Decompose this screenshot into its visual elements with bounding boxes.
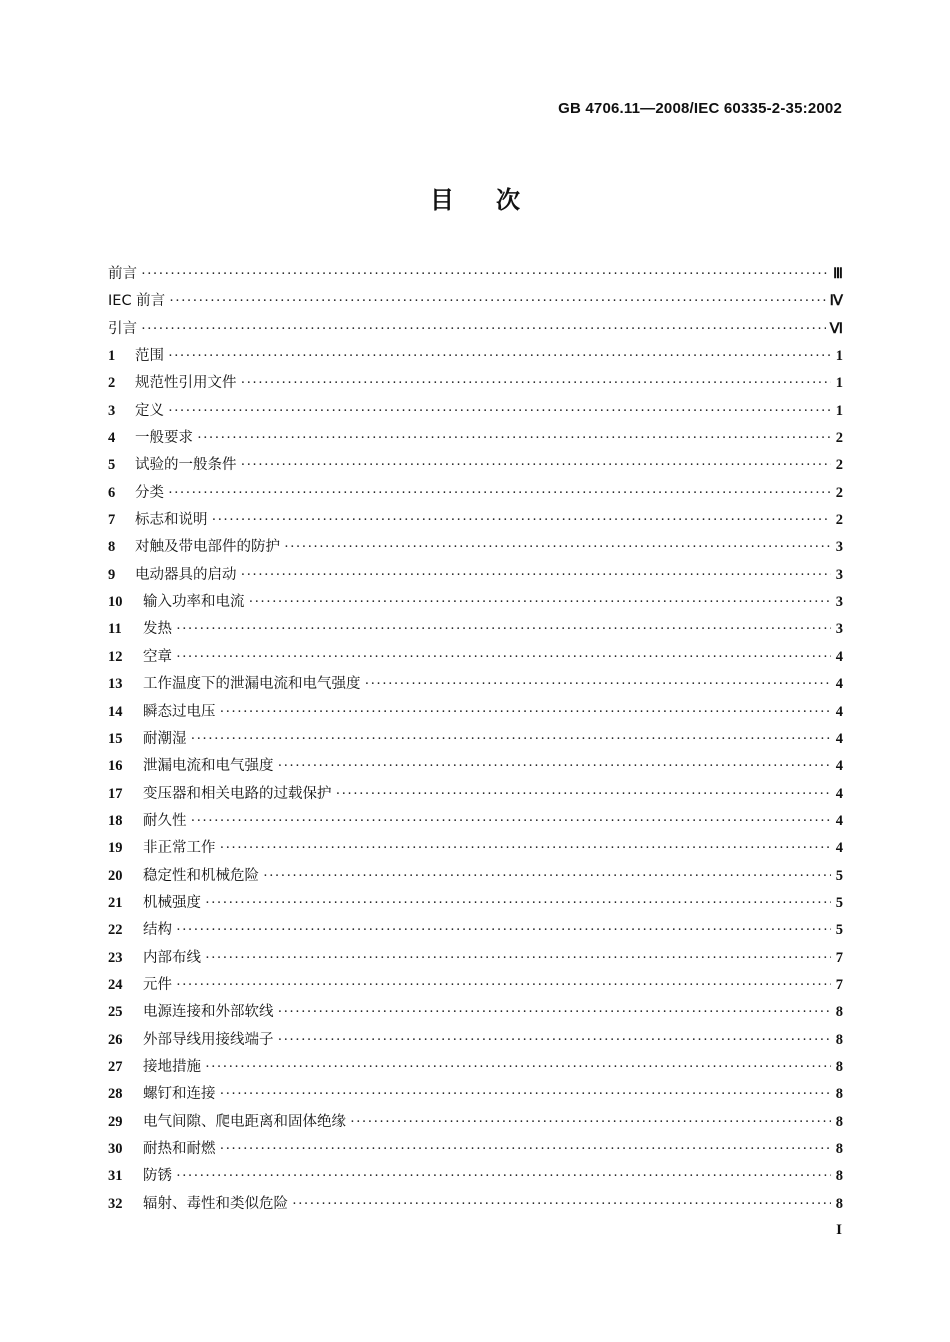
toc-entry-label: 对触及带电部件的防护 — [135, 539, 280, 556]
toc-entry[interactable] — [108, 535, 843, 562]
toc-entry[interactable] — [108, 399, 843, 426]
toc-entry-number: 8 — [108, 539, 116, 556]
toc-entry-page: 4 — [835, 676, 843, 693]
toc-entry-label: 工作温度下的泄漏电流和电气强度 — [143, 676, 361, 693]
toc-entry[interactable] — [108, 645, 843, 672]
toc-entry[interactable] — [108, 1000, 843, 1027]
toc-entry-page: 4 — [835, 785, 843, 802]
toc-entry-page: 4 — [835, 703, 843, 720]
toc-entry[interactable] — [108, 289, 843, 316]
toc-entry[interactable] — [108, 1192, 843, 1219]
toc-entry[interactable] — [108, 426, 843, 453]
toc-entry[interactable] — [108, 563, 843, 590]
toc-entry-page: 1 — [835, 375, 843, 392]
toc-entry-label: 非正常工作 — [143, 840, 216, 857]
toc-entry-number: 23 — [108, 949, 123, 966]
toc-entry-label: 耐热和耐燃 — [143, 1141, 216, 1157]
toc-entry[interactable] — [108, 1082, 843, 1109]
dot-leader — [176, 922, 831, 939]
page-number: I — [836, 1222, 842, 1238]
dot-leader — [176, 977, 831, 994]
table-of-contents — [108, 262, 843, 1219]
toc-entry-number: 16 — [108, 758, 123, 775]
dot-leader — [220, 1141, 832, 1158]
toc-entry-number: 17 — [108, 785, 123, 802]
toc-entry[interactable] — [108, 727, 843, 754]
dot-leader — [169, 293, 825, 310]
toc-entry-label: 试验的一般条件 — [135, 457, 237, 474]
toc-entry[interactable] — [108, 1164, 843, 1191]
page-title: 目次 — [430, 186, 562, 214]
toc-entry[interactable] — [108, 481, 843, 508]
toc-entry[interactable] — [108, 453, 843, 480]
toc-entry-label: 一般要求 — [135, 430, 193, 447]
toc-entry-label: 电源连接和外部软线 — [143, 1004, 274, 1021]
dot-leader — [141, 266, 829, 283]
toc-entry[interactable] — [108, 973, 843, 1000]
toc-entry-label: 规范性引用文件 — [135, 375, 237, 392]
toc-entry-number: 14 — [108, 703, 123, 720]
toc-entry-page: 8 — [835, 1113, 843, 1130]
toc-entry-number: 20 — [108, 867, 123, 884]
toc-entry-number: 32 — [108, 1195, 123, 1212]
dot-leader — [191, 813, 832, 830]
toc-entry-page: 5 — [835, 922, 843, 939]
toc-entry-number: 15 — [108, 730, 123, 747]
toc-entry-label: 螺钉和连接 — [143, 1086, 216, 1103]
toc-entry-page: 8 — [835, 1004, 843, 1021]
toc-entry-label: 输入功率和电流 — [143, 594, 245, 611]
toc-entry-number: 7 — [108, 512, 116, 529]
dot-leader — [168, 485, 831, 502]
dot-leader — [191, 731, 832, 748]
toc-entry-number: 19 — [108, 840, 123, 857]
toc-entry-label: 结构 — [143, 922, 172, 939]
toc-entry-label: 引言 — [108, 320, 137, 337]
toc-entry-label: 稳定性和机械危险 — [143, 867, 259, 884]
toc-entry-label: 空章 — [143, 648, 172, 665]
toc-entry-number: 2 — [108, 375, 116, 392]
toc-entry-number: 5 — [108, 457, 116, 474]
toc-entry-number: 24 — [108, 976, 123, 993]
toc-entry[interactable] — [108, 672, 843, 699]
toc-entry-label: 耐久性 — [143, 812, 187, 829]
dot-leader — [336, 786, 832, 803]
toc-entry-label: 分类 — [135, 484, 164, 501]
toc-entry[interactable] — [108, 1137, 843, 1164]
toc-entry-label: 机械强度 — [143, 894, 201, 911]
toc-entry-number: 28 — [108, 1086, 123, 1103]
toc-entry[interactable] — [108, 700, 843, 727]
toc-entry-label: IEC 前言 — [108, 293, 166, 310]
toc-entry-number: 22 — [108, 922, 123, 939]
toc-entry-page: 2 — [835, 457, 843, 474]
toc-entry[interactable] — [108, 1028, 843, 1055]
toc-entry-label: 防锈 — [143, 1168, 172, 1185]
toc-entry-label: 定义 — [135, 402, 164, 419]
toc-entry-page: 2 — [835, 430, 843, 447]
toc-entry-label: 电动器具的启动 — [135, 566, 237, 583]
toc-entry-page: 1 — [835, 402, 843, 419]
toc-entry-page: 5 — [835, 867, 843, 884]
toc-entry-number: 31 — [108, 1168, 123, 1185]
toc-entry-page: 2 — [835, 484, 843, 501]
toc-entry[interactable] — [108, 1055, 843, 1082]
toc-entry-label: 耐潮湿 — [143, 730, 187, 747]
toc-entry-label: 电气间隙、爬电距离和固体绝缘 — [143, 1113, 346, 1130]
dot-leader — [292, 1196, 831, 1213]
toc-entry-page: Ⅵ — [829, 320, 843, 337]
dot-leader — [220, 704, 832, 721]
dot-leader — [220, 1086, 832, 1103]
toc-entry-label: 变压器和相关电路的过载保护 — [143, 785, 332, 802]
toc-entry-number: 30 — [108, 1141, 123, 1157]
toc-entry-page: 8 — [835, 1141, 843, 1157]
toc-entry-page: 3 — [835, 621, 843, 638]
toc-entry[interactable] — [108, 371, 843, 398]
dot-leader — [284, 539, 831, 556]
dot-leader — [278, 1032, 832, 1049]
toc-entry[interactable] — [108, 809, 843, 836]
toc-entry[interactable] — [108, 1110, 843, 1137]
toc-entry-page: 1 — [835, 348, 843, 365]
dot-leader — [365, 676, 832, 693]
toc-entry-number: 21 — [108, 894, 123, 911]
toc-entry[interactable] — [108, 782, 843, 809]
dot-leader — [176, 621, 831, 638]
dot-leader — [241, 375, 832, 392]
dot-leader — [278, 758, 832, 775]
toc-entry[interactable] — [108, 344, 843, 371]
dot-leader — [197, 430, 831, 447]
toc-entry-page: 4 — [835, 648, 843, 665]
dot-leader — [241, 457, 832, 474]
toc-entry-label: 内部布线 — [143, 949, 201, 966]
dot-leader — [205, 1059, 831, 1076]
toc-entry-number: 6 — [108, 484, 116, 501]
dot-leader — [350, 1114, 831, 1131]
toc-entry-label: 辐射、毒性和类似危险 — [143, 1195, 288, 1212]
toc-entry[interactable] — [108, 946, 843, 973]
dot-leader — [278, 1004, 832, 1021]
toc-entry[interactable] — [108, 836, 843, 863]
toc-entry-number: 10 — [108, 594, 123, 611]
toc-entry-page: 8 — [835, 1168, 843, 1185]
toc-entry-number: 25 — [108, 1004, 123, 1021]
dot-leader — [205, 950, 831, 967]
toc-entry-number: 27 — [108, 1058, 123, 1075]
toc-entry[interactable] — [108, 317, 843, 344]
dot-leader — [220, 840, 832, 857]
toc-entry[interactable] — [108, 617, 843, 644]
standard-code: GB 4706.11—2008/IEC 60335-2-35:2002 — [558, 100, 842, 117]
toc-entry[interactable] — [108, 891, 843, 918]
dot-leader — [168, 348, 831, 365]
toc-entry-number: 29 — [108, 1113, 123, 1130]
toc-entry-page: 7 — [835, 949, 843, 966]
toc-entry-number: 9 — [108, 566, 116, 583]
dot-leader — [168, 403, 831, 420]
toc-entry-page: 4 — [835, 812, 843, 829]
dot-leader — [263, 868, 831, 885]
toc-entry-number: 4 — [108, 430, 116, 447]
dot-leader — [249, 594, 832, 611]
toc-entry-label: 发热 — [143, 621, 172, 638]
dot-leader — [176, 1168, 831, 1185]
toc-entry-page: 3 — [835, 566, 843, 583]
toc-entry-number: 3 — [108, 402, 116, 419]
toc-entry-page: 8 — [835, 1031, 843, 1048]
toc-entry-label: 泄漏电流和电气强度 — [143, 758, 274, 775]
toc-entry-label: 范围 — [135, 348, 164, 365]
toc-entry[interactable] — [108, 918, 843, 945]
toc-entry-label: 瞬态过电压 — [143, 703, 216, 720]
toc-entry-page: 4 — [835, 730, 843, 747]
dot-leader — [176, 649, 831, 666]
toc-entry-page: 2 — [835, 512, 843, 529]
toc-entry-number: 26 — [108, 1031, 123, 1048]
dot-leader — [141, 321, 826, 338]
toc-entry-page: 3 — [835, 594, 843, 611]
toc-entry-page: 3 — [835, 539, 843, 556]
toc-entry-page: Ⅲ — [833, 266, 843, 282]
toc-entry-page: 8 — [835, 1058, 843, 1075]
toc-entry-number: 11 — [108, 621, 122, 638]
toc-entry-page: Ⅳ — [829, 293, 843, 310]
toc-entry-number: 1 — [108, 348, 116, 365]
toc-entry-label: 外部导线用接线端子 — [143, 1031, 274, 1048]
toc-entry-label: 元件 — [143, 976, 172, 993]
toc-entry-page: 5 — [835, 894, 843, 911]
toc-entry[interactable] — [108, 754, 843, 781]
toc-entry-page: 4 — [835, 840, 843, 857]
dot-leader — [241, 567, 832, 584]
toc-entry-label: 标志和说明 — [135, 512, 208, 529]
toc-entry[interactable] — [108, 590, 843, 617]
toc-entry-label: 前言 — [108, 266, 137, 282]
toc-entry[interactable] — [108, 262, 843, 289]
toc-entry-number: 12 — [108, 648, 123, 665]
dot-leader — [205, 895, 831, 912]
dot-leader — [212, 512, 832, 529]
toc-entry-page: 7 — [835, 976, 843, 993]
toc-entry[interactable] — [108, 864, 843, 891]
toc-entry-page: 4 — [835, 758, 843, 775]
toc-entry-page: 8 — [835, 1086, 843, 1103]
toc-entry-page: 8 — [835, 1195, 843, 1212]
toc-entry-label: 接地措施 — [143, 1058, 201, 1075]
toc-entry[interactable] — [108, 508, 843, 535]
toc-entry-number: 18 — [108, 812, 123, 829]
toc-entry-number: 13 — [108, 676, 123, 693]
